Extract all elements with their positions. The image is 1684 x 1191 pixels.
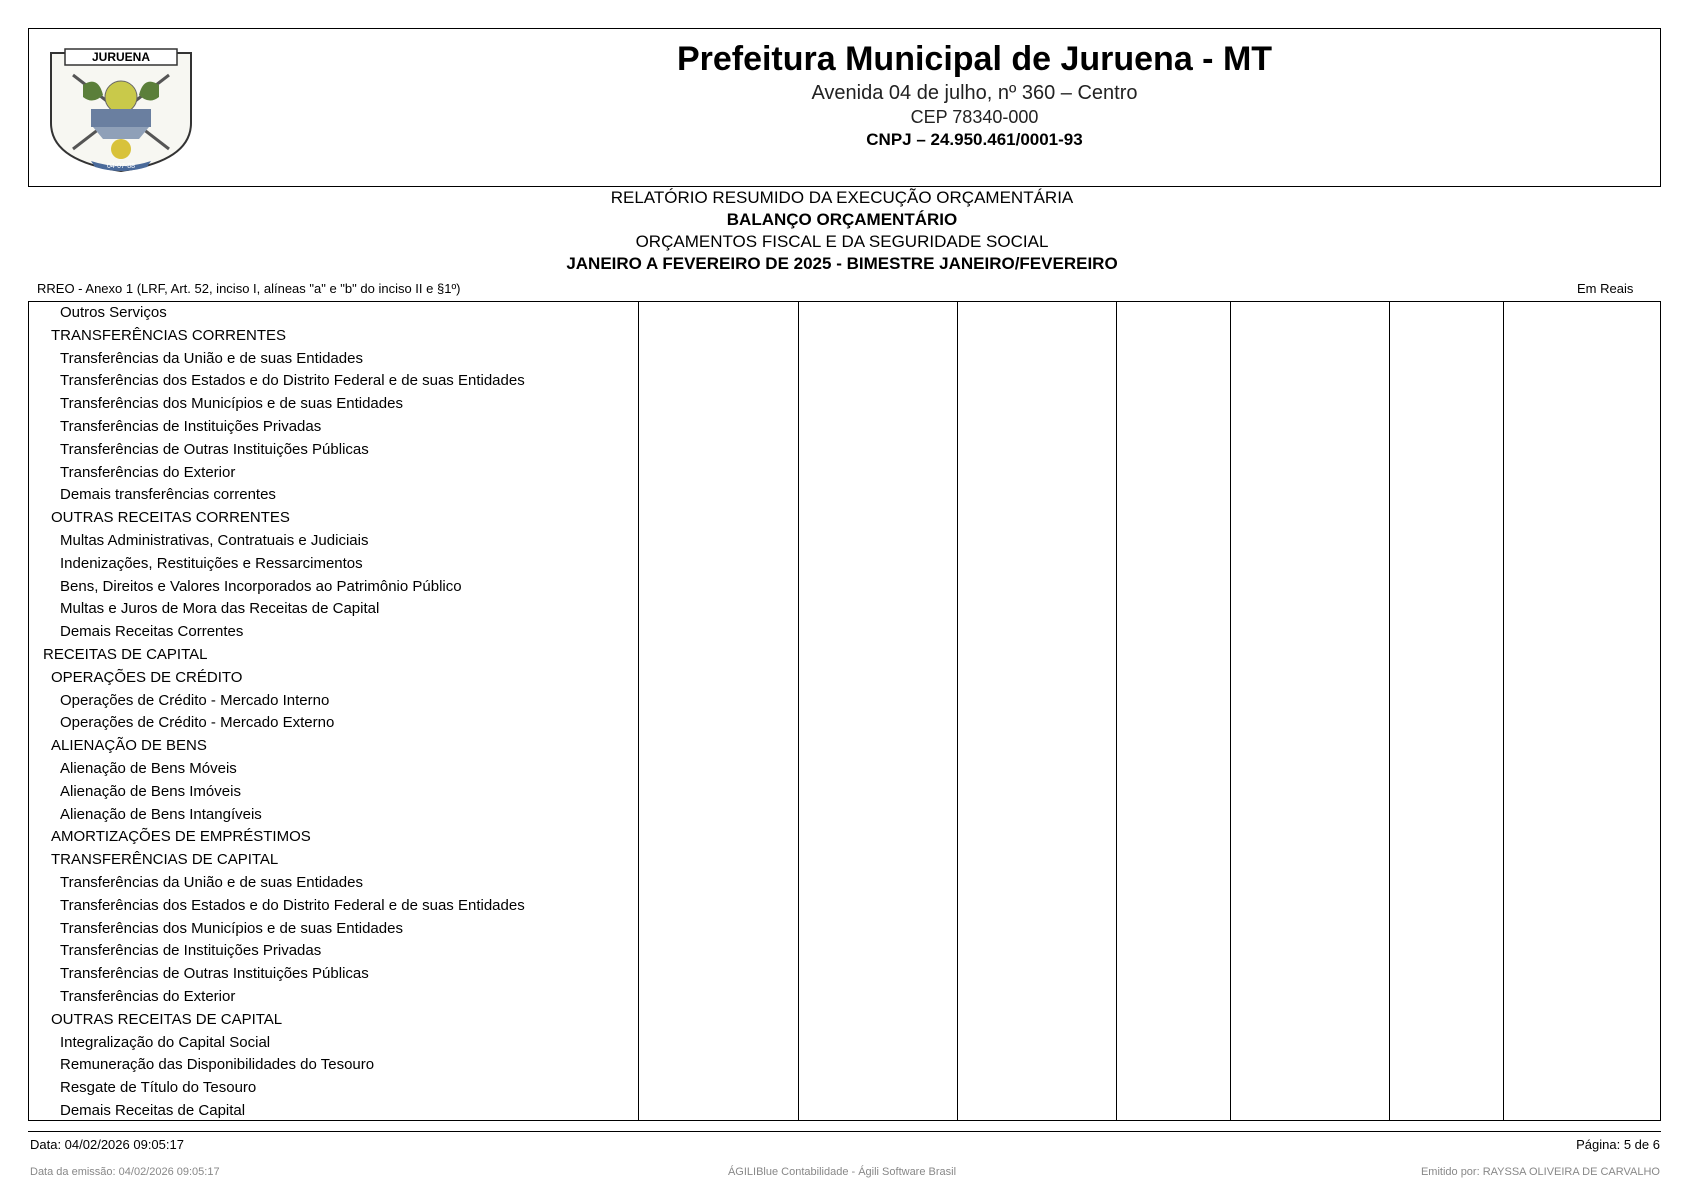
column-divider [1116,302,1117,1120]
table-row-label: AMORTIZAÇÕES DE EMPRÉSTIMOS [51,828,311,846]
software-credit: ÁGILIBlue Contabilidade - Ágili Software Brasil [727,1166,957,1178]
table-rows [29,302,637,1123]
report-title: RELATÓRIO RESUMIDO DA EXECUÇÃO ORÇAMENTÁRIA [610,188,1074,207]
organization-info [29,37,1660,152]
table-row-label: Transferências da União e de suas Entidades [60,873,363,891]
report-period: JANEIRO A FEVEREIRO DE 2025 - BIMESTRE JANEIRO/FEVEREIRO [566,254,1118,273]
table-row-label: Transferências de Outras Instituições Públicas [60,440,369,458]
report-titles [0,187,1684,275]
report-scope: ORÇAMENTOS FISCAL E DA SEGURIDADE SOCIAL [635,232,1049,251]
organization-name: Prefeitura Municipal de Juruena - MT [676,40,1273,78]
organization-address: Avenida 04 de julho, nº 360 – Centro [811,82,1138,104]
table-row-label: Outros Serviços [60,304,167,321]
column-divider [638,302,639,1120]
table-row-label: Transferências de Instituições Privadas [60,942,322,960]
table-row-label: Transferências de Instituições Privadas [60,417,322,435]
table-row-label: Indenizações, Restituições e Ressarcimentos [60,554,363,572]
table-row-label: OUTRAS RECEITAS CORRENTES [51,509,290,527]
logo-text: JURUENA [91,50,151,64]
footer-divider [28,1131,1661,1132]
footer-date: Data: 04/02/2026 09:05:17 [30,1137,184,1152]
page-number: Página: 5 de 6 [1576,1137,1660,1152]
emitted-by: Emitido por: RAYSSA OLIVEIRA DE CARVALHO [1420,1166,1660,1178]
column-divider [957,302,958,1120]
table-row-label: Alienação de Bens Imóveis [60,782,241,800]
table-row-label: Transferências dos Municípios e de suas Entidades [60,919,403,937]
table-row-label: Resgate de Título do Tesouro [60,1079,257,1097]
organization-cnpj: CNPJ – 24.950.461/0001-93 [866,130,1083,149]
table-row-label: ALIENAÇÃO DE BENS [51,737,207,755]
table-row-label: Operações de Crédito - Mercado Externo [60,714,335,732]
report-subtitle: BALANÇO ORÇAMENTÁRIO [726,210,958,229]
table-row-label: Demais Receitas de Capital [60,1101,246,1119]
table-row-label: Multas Administrativas, Contratuais e Judiciais [60,531,369,549]
logo-date: 04-07-88 [106,163,136,170]
currency-unit: Em Reais [1577,281,1634,296]
table-row-label: Transferências da União e de suas Entidades [60,349,363,367]
table-row-label: Operações de Crédito - Mercado Interno [60,691,330,709]
table-row-label: Alienação de Bens Intangíveis [60,805,262,823]
table-row-label: RECEITAS DE CAPITAL [43,645,208,663]
budget-table [28,301,1661,1121]
table-row-label: Transferências dos Estados e do Distrito Federal e de suas Entidades [60,372,525,390]
organization-cep: CEP 78340-000 [910,107,1039,127]
table-row-label: TRANSFERÊNCIAS CORRENTES [51,326,287,344]
table-row-label: Multas e Juros de Mora das Receitas de Capital [60,600,380,618]
table-row-label: TRANSFERÊNCIAS DE CAPITAL [51,851,279,869]
table-row-label: Transferências de Outras Instituições Públicas [60,965,369,983]
table-row-label: Transferências dos Estados e do Distrito Federal e de suas Entidades [60,896,525,914]
table-row-label: Transferências do Exterior [60,987,236,1005]
table-row-label: Remuneração das Disponibilidades do Tesouro [60,1056,375,1074]
column-divider [798,302,799,1120]
table-row-label: Demais Receitas Correntes [60,623,244,641]
table-row-label: Transferências do Exterior [60,463,236,481]
column-divider [1503,302,1504,1120]
emission-date: Data da emissão: 04/02/2026 09:05:17 [30,1166,220,1178]
table-row-label: Demais transferências correntes [60,486,276,504]
column-divider [1230,302,1231,1120]
annex-reference: RREO - Anexo 1 (LRF, Art. 52, inciso I, alíneas "a" e "b" do inciso II e §1º) [37,281,461,296]
header-box [28,28,1661,187]
column-divider [1389,302,1390,1120]
table-row-label: Integralização do Capital Social [60,1033,271,1051]
table-row-label: Bens, Direitos e Valores Incorporados ao Patrimônio Público [60,577,462,595]
table-row-label: OUTRAS RECEITAS DE CAPITAL [51,1010,283,1028]
table-row-label: OPERAÇÕES DE CRÉDITO [51,668,243,686]
table-row-label: Alienação de Bens Móveis [60,759,237,777]
table-row-label: Transferências dos Municípios e de suas Entidades [60,395,403,413]
